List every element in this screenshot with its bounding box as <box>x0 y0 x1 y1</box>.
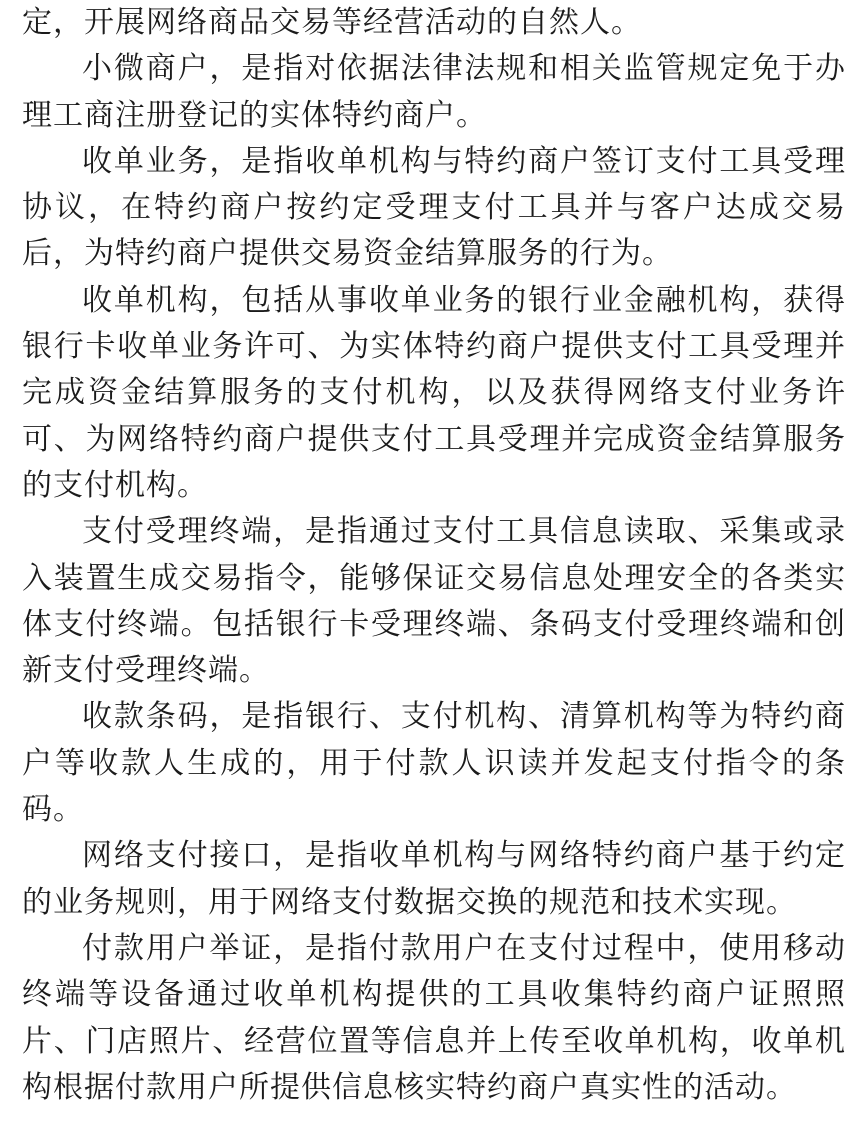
paragraph-payment-terminal: 支付受理终端，是指通过支付工具信息读取、采集或录入装置生成交易指令，能够保证交易信息处理安全的各类实体支付终端。包括银行卡受理终端、条码支付受理终端和创新支付受理终端。 <box>22 514 846 689</box>
paragraph-acquiring-institution: 收单机构，包括从事收单业务的银行业金融机构，获得银行卡收单业务许可、为实体特约商户提供支付工具受理并完成资金结算服务的支付机构，以及获得网络支付业务许可、为网络特约商户提供支付工具受理并完成资金结算服务的支付机构。 <box>22 282 846 503</box>
paragraph-acquiring-business: 收单业务，是指收单机构与特约商户签订支付工具受理协议，在特约商户按约定受理支付工具并与客户达成交易后，为特约商户提供交易资金结算服务的行为。 <box>22 143 846 272</box>
paragraph-payer-evidence: 付款用户举证，是指付款用户在支付过程中，使用移动终端等设备通过收单机构提供的工具收集特约商户证照照片、门店照片、经营位置等信息并上传至收单机构，收单机构根据付款用户所提供信息核实特约商户真实性的活动。 <box>22 930 846 1105</box>
paragraph-continuation: 定，开展网络商品交易等经营活动的自然人。 <box>22 5 642 40</box>
paragraph-payment-barcode: 收款条码，是指银行、支付机构、清算机构等为特约商户等收款人生成的，用于付款人识读并发起支付指令的条码。 <box>22 699 846 828</box>
paragraph-small-micro-merchant: 小微商户，是指对依据法律法规和相关监管规定免于办理工商注册登记的实体特约商户。 <box>22 51 846 133</box>
paragraph-network-payment-interface: 网络支付接口，是指收单机构与网络特约商户基于约定的业务规则，用于网络支付数据交换的规范和技术实现。 <box>22 838 846 920</box>
